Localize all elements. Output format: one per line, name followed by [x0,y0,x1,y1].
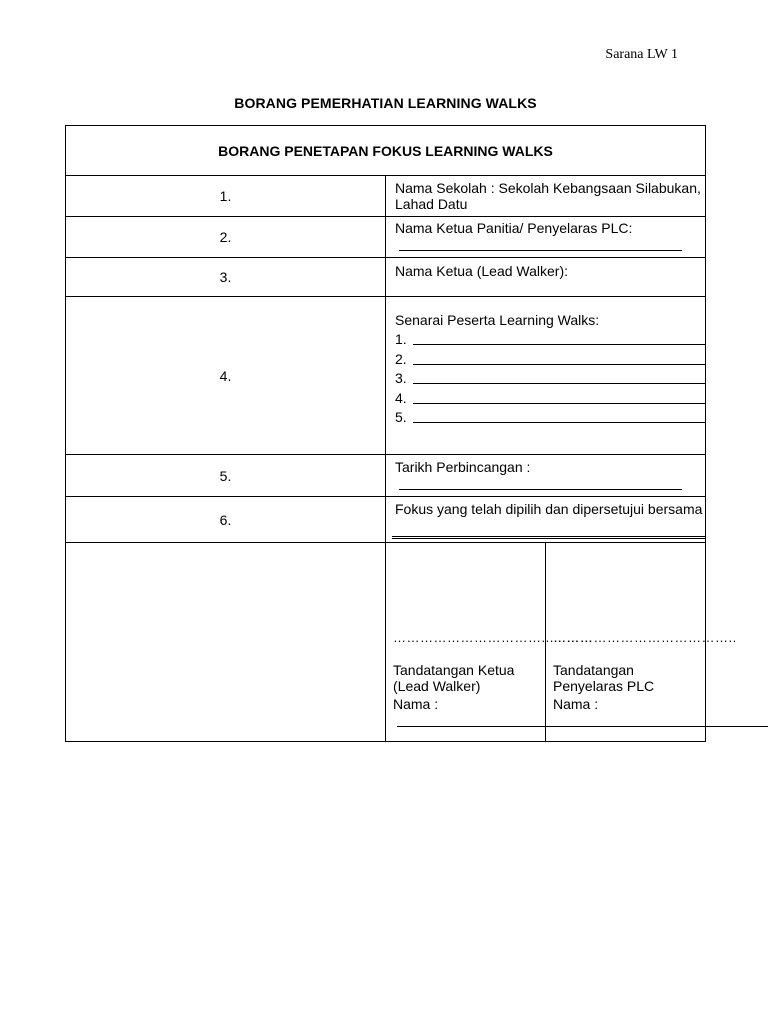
participant-blank[interactable] [413,408,705,423]
name-blank[interactable] [557,712,768,727]
signature-name-field[interactable] [553,696,768,730]
signature-label: Tandatangan Ketua (Lead Walker) [393,662,515,694]
document-title: BORANG PEMERHATIAN LEARNING WALKS [234,95,537,111]
chosen-focus-label: Fokus yang telah dipilih dan dipersetujui bersama [395,501,703,517]
row-number: 2. [66,217,386,258]
panel-head-blank[interactable] [399,236,682,251]
row-number: 6. [66,497,386,543]
list-item[interactable]: 1. [395,330,705,349]
participants-label: Senarai Peserta Learning Walks: [395,312,600,328]
chosen-focus-field[interactable] [386,497,706,543]
name-label: Nama : [393,696,439,712]
panel-head-label: Nama Ketua Panitia/ Penyelaras PLC: [395,220,633,236]
discussion-date-label: Tarikh Perbincangan : [395,458,531,475]
signature-label: Tandatangan Penyelaras PLC [553,662,655,694]
panel-head-field[interactable] [386,217,706,258]
participant-blank[interactable] [413,350,705,365]
row-number: 4. [66,297,386,455]
table-row [66,176,706,217]
table-row [66,297,706,455]
focus-form-table [65,125,737,742]
discussion-date-blank[interactable] [399,475,682,490]
school-name-field: Nama Sekolah : Sekolah Kebangsaan Silabukan, Lahad Datu [386,176,706,217]
table-row [66,455,706,497]
list-item[interactable]: 2. [395,350,705,369]
plc-coordinator-signature[interactable] [545,543,737,741]
name-label: Nama : [553,696,599,712]
form-header: BORANG PENETAPAN FOKUS LEARNING WALKS [66,126,706,176]
table-row [66,497,706,543]
row-number-empty [66,543,386,742]
participant-blank[interactable] [413,330,705,345]
table-row [66,217,706,258]
lead-walker-signature[interactable] [386,543,594,741]
list-item[interactable]: 4. [395,389,705,408]
participants-list [386,297,706,455]
participant-blank[interactable] [413,389,705,404]
participant-blank[interactable] [413,369,705,384]
row-number: 5. [66,455,386,497]
list-item[interactable]: 3. [395,369,705,388]
list-item[interactable]: 5. [395,408,705,427]
table-row [66,543,706,742]
row-number: 3. [66,258,386,297]
reference-code: Sarana LW 1 [605,47,678,62]
signature-area [386,543,737,742]
lead-walker-field[interactable]: Nama Ketua (Lead Walker): [386,258,706,297]
signature-line[interactable]: ………………………………….. [553,630,737,645]
signature-line[interactable]: ……………………………......…… [393,630,594,645]
row-number: 1. [66,176,386,217]
discussion-date-field[interactable] [386,455,706,497]
double-rule-divider [392,536,705,539]
table-row [66,258,706,297]
